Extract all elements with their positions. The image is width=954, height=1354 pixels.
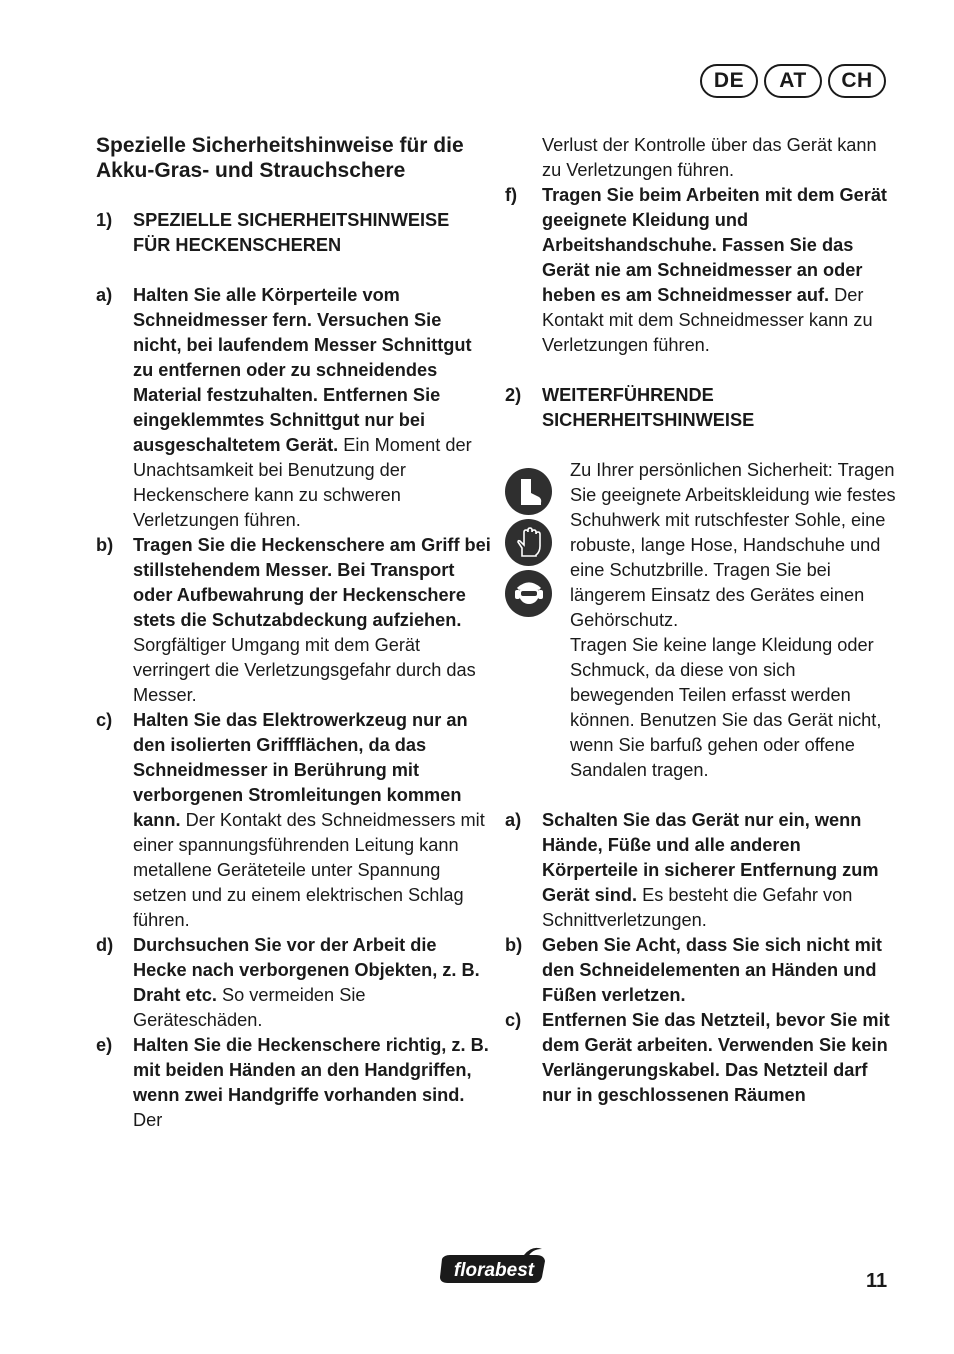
section-title: Spezielle Sicherheitshinweise für die Akku-Gras- und Strauchschere [96,134,464,182]
item-label: c) [505,1010,522,1030]
list-item [96,933,491,1033]
florabest-logo [438,1247,550,1287]
country-badge-at: AT [764,64,822,98]
item-bold-text: Durchsuchen Sie vor der Arbeit die Hecke nach verborgenen Objekten, z. B. Draht etc. [133,935,480,1005]
list-item [96,533,491,708]
item-normal-text: Der Kontakt mit dem Schneidmesser kann zu Verletzungen führen. [542,285,873,355]
item-label: a) [96,285,113,305]
section-heading-text: WEITERFÜHRENDE SICHERHEITSHINWEISE [542,385,755,430]
ppe-paragraph: Tragen Sie keine lange Kleidung oder Schmuck, da diese von sich bewegenden Teilen erfasst werden können. Benutzen Sie das Gerät nicht, wenn Sie barfuß gehen oder offene Sandalen tragen. [570,635,882,780]
page-number: 11 [866,1270,888,1292]
list-item [96,708,491,933]
item-label: c) [96,710,113,730]
item-normal-text: So vermeiden Sie Geräteschäden. [133,985,366,1030]
item-label: e) [96,1035,113,1055]
list-item [96,1033,491,1133]
section-heading-text: SPEZIELLE SICHERHEITSHINWEISE FÜR HECKENSCHEREN [133,210,450,255]
item-bold-text: Halten Sie das Elektrowerkzeug nur an den isolierten Griffflächen, da das Schneidmesser in Berührung mit verborgenen Stromleitungen kommen kann. [133,710,468,830]
list-item [505,1008,900,1108]
section-1-heading [96,208,491,258]
list-item [505,933,900,1008]
brand-text: florabest [453,1260,535,1281]
item-normal-text: Sorgfältiger Umgang mit dem Gerät verringert die Verletzungsgefahr durch das Messer. [133,635,476,705]
item-label: f) [505,185,518,205]
item-bold-text: Entfernen Sie das Netzteil, bevor Sie mit dem Gerät arbeiten. Verwenden Sie kein Verlängerungskabel. Das Netzteil darf nur in geschlossenen Räumen [542,1010,890,1105]
section-2-heading [505,383,900,433]
item-normal-text: Der [133,1110,163,1130]
item-label: a) [505,810,522,830]
item-label: b) [505,935,523,955]
protective-gloves-icon [505,519,552,566]
item-bold-text: Geben Sie Acht, dass Sie sich nicht mit den Schneidelementen an Händen und Füßen verletzen. [542,935,882,1005]
item-label: d) [96,935,114,955]
list-item [96,283,491,533]
section-label: 2) [505,385,522,405]
list-item [505,808,900,933]
right-column [505,133,900,1108]
continued-text: Verlust der Kontrolle über das Gerät kann zu Verletzungen führen. [542,135,877,180]
country-badges [700,64,886,98]
item-normal-text: Ein Moment der Unachtsamkeit bei Benutzung der Heckenschere kann zu schweren Verletzungen führen. [133,435,472,530]
ppe-icons [505,468,570,783]
eye-ear-protection-icon [505,570,552,617]
ppe-block [505,458,900,783]
item-bold-text: Halten Sie die Heckenschere richtig, z. B. mit beiden Händen an den Handgriffen, wenn zwei Handgriffe vorhanden sind. [133,1035,489,1105]
item-bold-text: Schalten Sie das Gerät nur ein, wenn Hände, Füße und alle anderen Körperteile in sicherer Entfernung zum Gerät sind. [542,810,879,905]
item-bold-text: Tragen Sie die Heckenschere am Griff bei stillstehendem Messer. Bei Transport oder Aufbewahrung der Heckenschere stets die Schutzabdeckung aufziehen. [133,535,491,630]
ppe-text [570,458,900,783]
item-label: b) [96,535,114,555]
item-bold-text: Tragen Sie beim Arbeiten mit dem Gerät geeignete Kleidung und Arbeitshandschuhe. Fassen Sie das Gerät nie am Schneidmesser an oder heben es am Schneidmesser auf. [542,185,887,305]
list-item [505,183,900,358]
country-badge-de: DE [700,64,758,98]
section-label: 1) [96,210,113,230]
left-column [96,133,491,1133]
item-bold-text: Halten Sie alle Körperteile vom Schneidmesser fern. Versuchen Sie nicht, bei laufendem Messer Schnittgut zu entfernen oder zu schneidendes Material festzuhalten. Entfernen Sie eingeklemmtes Schnittgut nur bei ausgeschaltetem Gerät. [133,285,472,455]
ppe-paragraph: Zu Ihrer persönlichen Sicherheit: Tragen Sie geeignete Arbeitskleidung wie festes Schuhwerk mit rutschfester Sohle, eine robuste, lange Hose, Handschuhe und eine Schutzbrille. Tragen Sie bei längerem Einsatz des Gerätes einen Gehörschutz. [570,460,896,630]
item-normal-text: Der Kontakt des Schneidmessers mit einer spannungsführenden Leitung kann metallene Geräteteile unter Spannung setzen und zu einem elektrischen Schlag führen. [133,810,485,930]
safety-boots-icon [505,468,552,515]
country-badge-ch: CH [828,64,886,98]
item-normal-text: Es besteht die Gefahr von Schnittverletzungen. [542,885,853,930]
